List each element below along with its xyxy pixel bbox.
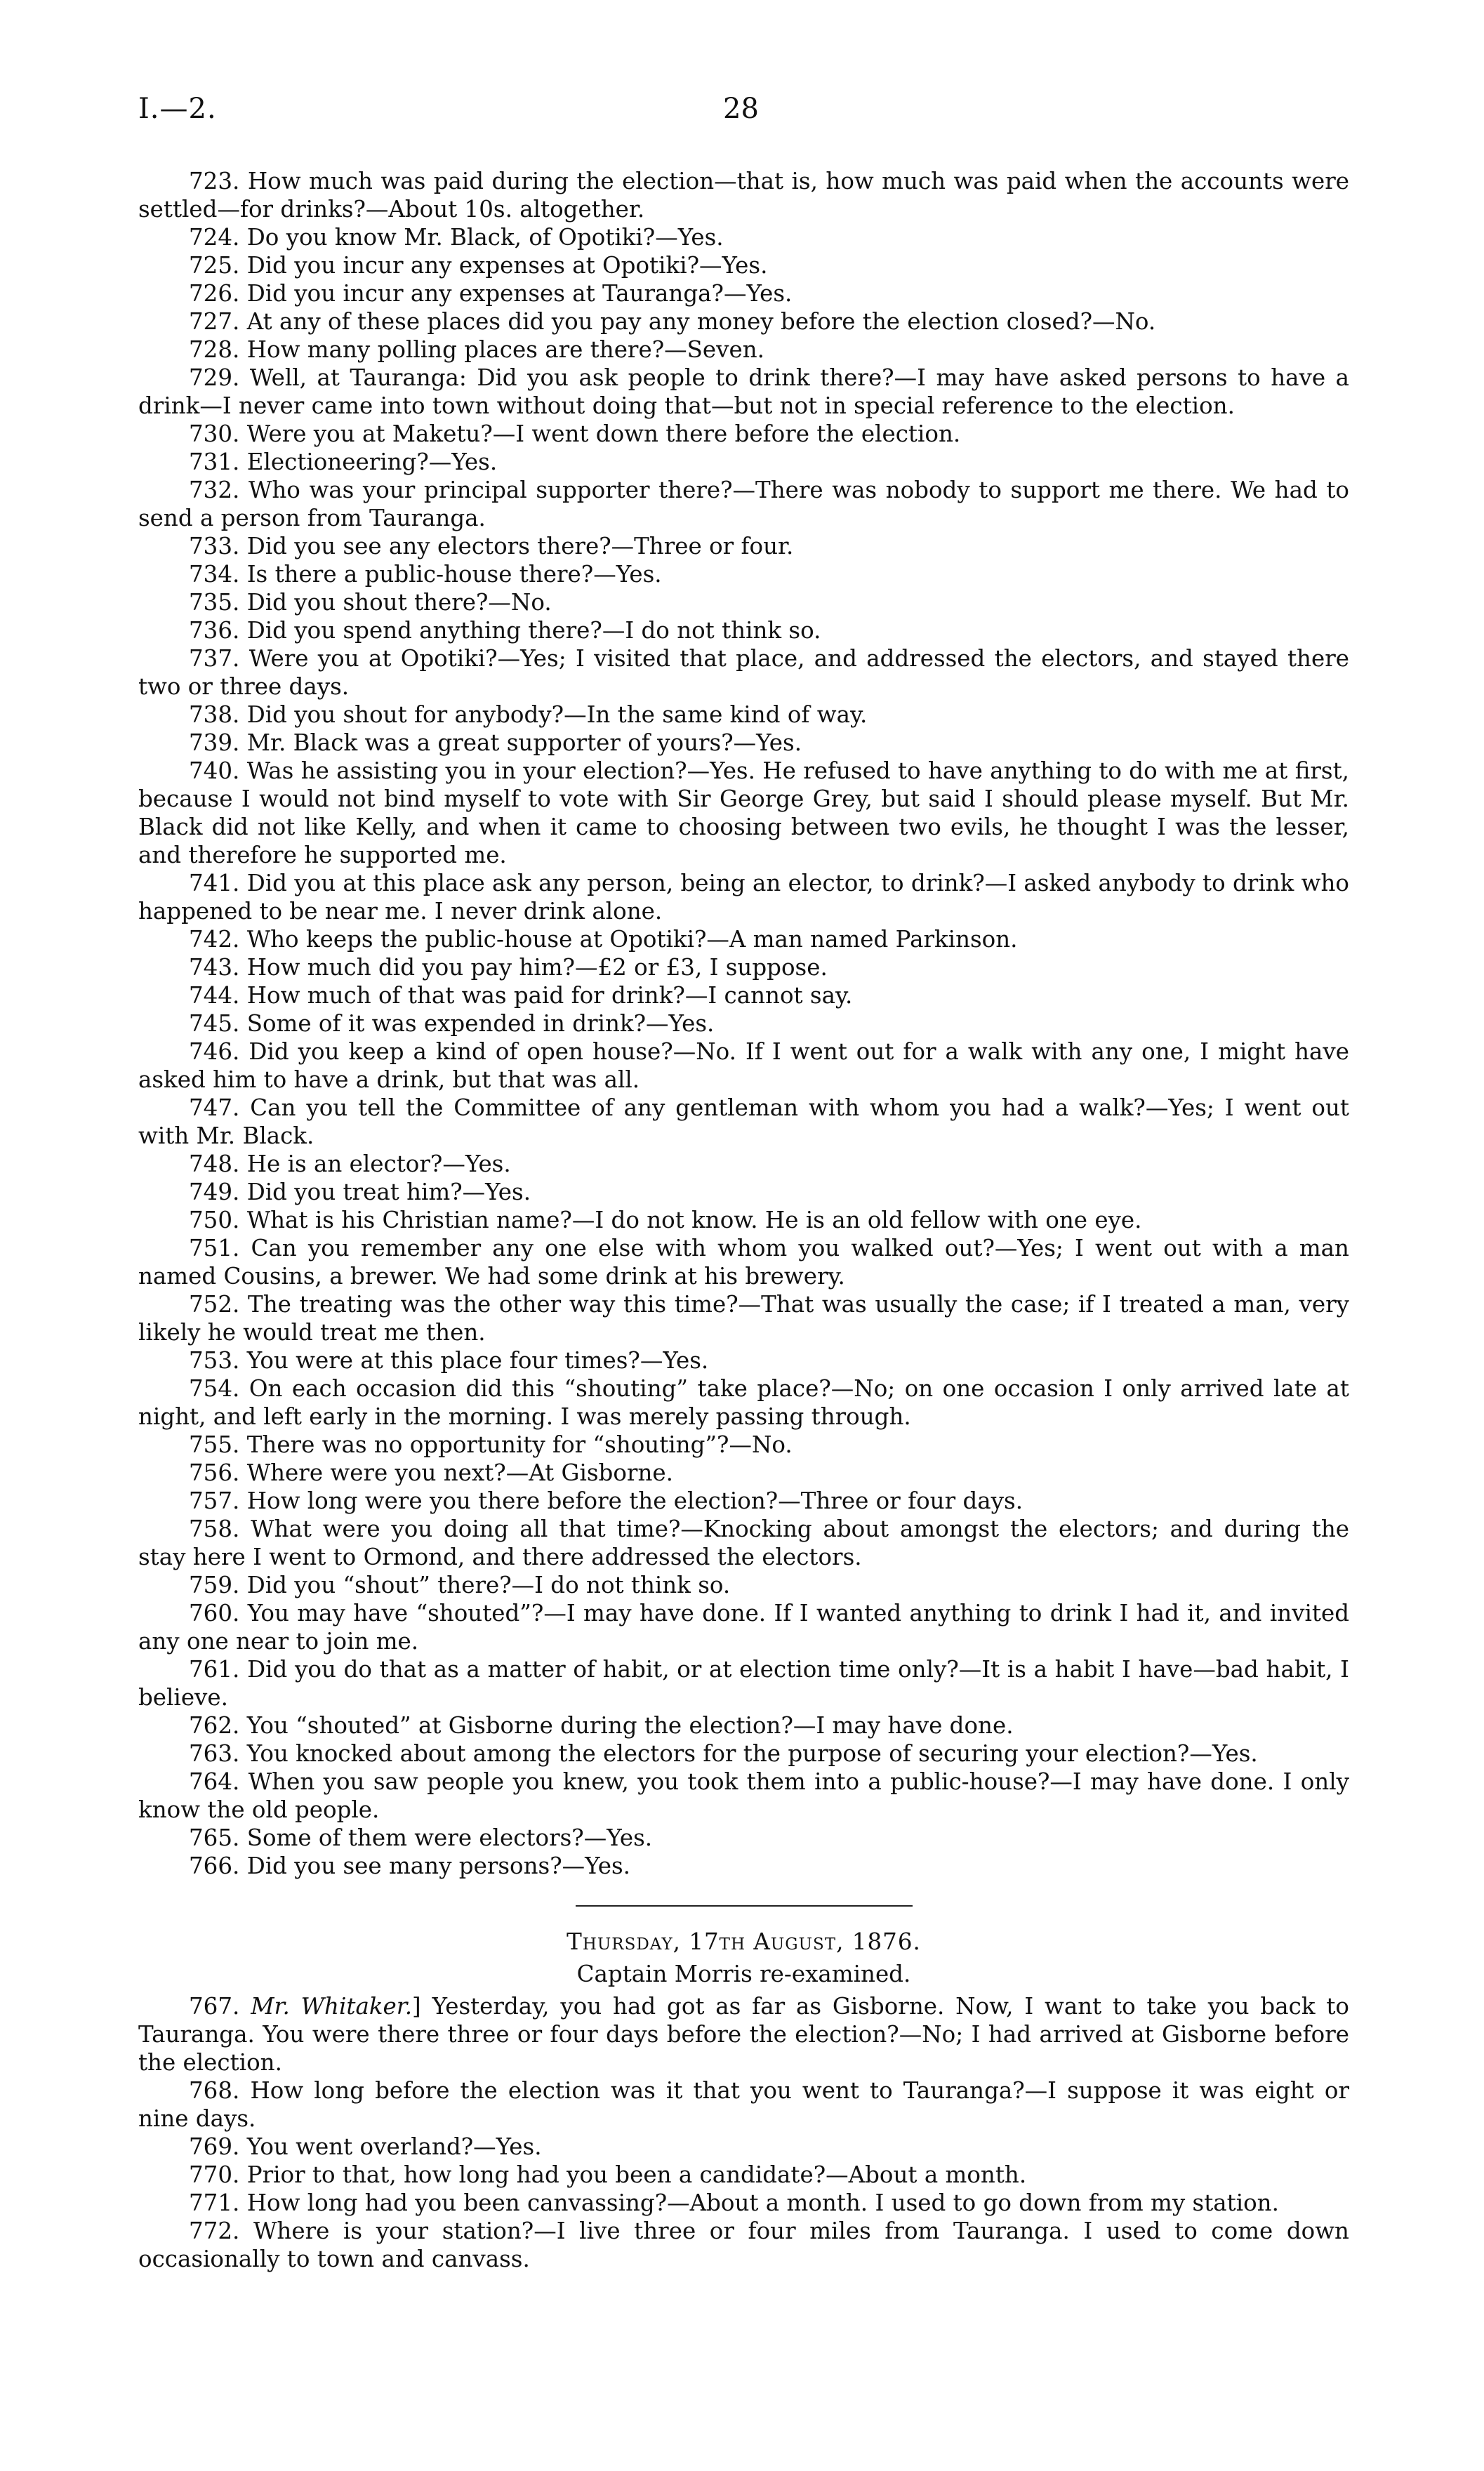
question-number: 763. <box>189 1740 240 1767</box>
question-paragraph <box>138 1094 1349 1150</box>
question-text: Some of them were electors?—Yes. <box>246 1824 653 1851</box>
question-text: Did you do that as a matter of habit, or at election time only?—It is a habit I have—bad habit, I believe. <box>138 1656 1349 1711</box>
question-number: 723. <box>189 168 240 194</box>
question-number: 740. <box>189 757 240 784</box>
question-number: 735. <box>189 589 240 616</box>
question-paragraph <box>138 251 1349 279</box>
question-text: Did you incur any expenses at Opotiki?—Yes. <box>246 252 768 279</box>
question-text: Where is your station?—I live three or four miles from Tauranga. I used to come down occasionally to town and canvass. <box>138 2218 1349 2272</box>
question-paragraph <box>138 981 1349 1009</box>
question-paragraph <box>138 1852 1349 1880</box>
question-text: There was no opportunity for “shouting”?—No. <box>246 1431 793 1458</box>
question-paragraph <box>138 925 1349 953</box>
question-text: How long had you been canvassing?—About a month. I used to go down from my station. <box>246 2190 1279 2216</box>
question-text: Was he assisting you in your election?—Yes. He refused to have anything to do with me at first, because I would not bind myself to vote with Sir George Grey, but said I should please myself. But Mr. Black did not like Kelly, and when it came to choosing between two evils, he thought I was the lesser, and therefore he supported me. <box>138 757 1349 868</box>
question-text: Did you shout for anybody?—In the same kind of way. <box>246 701 868 728</box>
question-number: 724. <box>189 224 240 251</box>
question-text: Prior to that, how long had you been a candidate?—About a month. <box>246 2161 1027 2188</box>
question-text: You knocked about among the electors for the purpose of securing your election?—Yes. <box>246 1740 1258 1767</box>
question-paragraph <box>138 2189 1349 2217</box>
question-paragraph <box>138 476 1349 532</box>
question-text: You may have “shouted”?—I may have done. If I wanted anything to drink I had it, and invited any one near to join me. <box>138 1600 1349 1655</box>
question-paragraph <box>138 757 1349 869</box>
question-text: How long before the election was it that you went to Tauranga?—I suppose it was eight or nine days. <box>138 2077 1349 2132</box>
question-paragraph <box>138 953 1349 981</box>
question-text: How much of that was paid for drink?—I cannot say. <box>246 982 853 1009</box>
question-paragraph <box>138 1571 1349 1599</box>
question-paragraph <box>138 729 1349 757</box>
question-number: 743. <box>189 954 240 981</box>
question-number: 771. <box>189 2190 240 2216</box>
question-text: What is his Christian name?—I do not know. He is an old fellow with one eye. <box>246 1207 1142 1233</box>
question-paragraph <box>138 279 1349 307</box>
question-paragraph <box>138 1290 1349 1346</box>
question-paragraph <box>138 1374 1349 1431</box>
question-paragraph <box>138 223 1349 251</box>
question-text: Did you at this place ask any person, being an elector, to drink?—I asked anybody to drink who happened to be near me. I never drink alone. <box>138 870 1349 925</box>
question-number: 749. <box>189 1179 240 1205</box>
question-number: 756. <box>189 1459 240 1486</box>
question-number: 742. <box>189 926 240 953</box>
section-date: Thursday, 17th August, 1876. <box>567 1928 921 1955</box>
question-paragraph <box>138 2076 1349 2133</box>
question-paragraph <box>138 1599 1349 1655</box>
question-number: 764. <box>189 1768 240 1795</box>
question-text: On each occasion did this “shouting” take place?—No; on one occasion I only arrived late at night, and left early in the morning. I was merely passing through. <box>138 1375 1349 1430</box>
question-number: 772. <box>189 2218 240 2244</box>
question-text: How many polling places are there?—Seven. <box>246 336 764 363</box>
question-text: Do you know Mr. Black, of Opotiki?—Yes. <box>246 224 724 251</box>
question-text: You were at this place four times?—Yes. <box>246 1347 709 1374</box>
question-paragraph <box>138 1655 1349 1711</box>
question-paragraph <box>138 1038 1349 1094</box>
question-number: 766. <box>189 1853 240 1879</box>
question-text: At any of these places did you pay any money before the election closed?—No. <box>246 308 1156 335</box>
question-paragraph <box>138 2217 1349 2273</box>
question-paragraph <box>138 616 1349 644</box>
question-number: 751. <box>189 1235 240 1261</box>
question-number: 761. <box>189 1656 240 1683</box>
question-text: Were you at Opotiki?—Yes; I visited that place, and addressed the electors, and stayed there two or three days. <box>138 645 1349 700</box>
question-number: 744. <box>189 982 240 1009</box>
section-subtitle: Captain Morris re-examined. <box>576 1961 911 1987</box>
question-text: Did you see any electors there?—Three or four. <box>246 533 794 559</box>
question-number: 747. <box>189 1094 240 1121</box>
question-speaker: Mr. Whitaker. <box>251 1993 413 2020</box>
question-paragraph <box>138 1459 1349 1487</box>
question-number: 736. <box>189 617 240 644</box>
question-number: 739. <box>189 729 240 756</box>
document-reference: I.—2. <box>138 93 217 125</box>
question-number: 729. <box>189 364 240 391</box>
question-list-a <box>138 167 1349 1880</box>
document-body <box>138 167 1349 2273</box>
question-text: Did you spend anything there?—I do not think so. <box>246 617 821 644</box>
question-paragraph <box>138 2161 1349 2189</box>
question-number: 727. <box>189 308 240 335</box>
question-number: 732. <box>189 477 240 503</box>
question-number: 725. <box>189 252 240 279</box>
question-paragraph <box>138 532 1349 560</box>
question-paragraph <box>138 364 1349 420</box>
section-divider <box>576 1905 913 1907</box>
question-paragraph <box>138 1346 1349 1374</box>
question-paragraph <box>138 701 1349 729</box>
question-number: 754. <box>189 1375 240 1402</box>
question-number: 746. <box>189 1038 240 1065</box>
question-text: Were you at Maketu?—I went down there before the election. <box>246 420 961 447</box>
question-text: Well, at Tauranga: Did you ask people to drink there?—I may have asked persons to have a drink—I never came into town without doing that—but not in special reference to the election. <box>138 364 1349 419</box>
question-text: Did you shout there?—No. <box>246 589 552 616</box>
question-number: 750. <box>189 1207 240 1233</box>
question-number: 726. <box>189 280 240 307</box>
question-text: Can you remember any one else with whom you walked out?—Yes; I went out with a man named Cousins, a brewer. We had some drink at his brewery. <box>138 1235 1349 1290</box>
question-text: Electioneering?—Yes. <box>246 449 498 475</box>
question-paragraph <box>138 167 1349 223</box>
question-paragraph <box>138 1515 1349 1571</box>
question-number: 731. <box>189 449 240 475</box>
question-paragraph <box>138 1431 1349 1459</box>
question-text: Mr. Black was a great supporter of yours?—Yes. <box>246 729 802 756</box>
question-text: How long were you there before the election?—Three or four days. <box>246 1488 1023 1514</box>
question-text: Can you tell the Committee of any gentleman with whom you had a walk?—Yes; I went out with Mr. Black. <box>138 1094 1349 1149</box>
question-paragraph <box>138 869 1349 925</box>
question-text: Where were you next?—At Gisborne. <box>246 1459 673 1486</box>
question-number: 769. <box>189 2133 240 2160</box>
question-text: Did you treat him?—Yes. <box>246 1179 531 1205</box>
question-paragraph <box>138 420 1349 448</box>
question-number: 748. <box>189 1151 240 1177</box>
question-list-b <box>138 2076 1349 2273</box>
question-paragraph <box>138 560 1349 588</box>
question-paragraph <box>138 1009 1349 1038</box>
question-number: 770. <box>189 2161 240 2188</box>
question-text: Did you keep a kind of open house?—No. If I went out for a walk with any one, I might have asked him to have a drink, but that was all. <box>138 1038 1349 1093</box>
question-number: 728. <box>189 336 240 363</box>
question-paragraph <box>138 1711 1349 1740</box>
question-number: 737. <box>189 645 240 672</box>
question-paragraph <box>138 1178 1349 1206</box>
question-paragraph <box>138 1824 1349 1852</box>
question-text: He is an elector?—Yes. <box>246 1151 511 1177</box>
question-number: 759. <box>189 1572 240 1598</box>
question-text: How much did you pay him?—£2 or £3, I suppose. <box>246 954 828 981</box>
question-paragraph <box>138 1992 1349 2076</box>
question-text: You went overland?—Yes. <box>246 2133 542 2160</box>
question-number: 758. <box>189 1516 240 1542</box>
question-number: 757. <box>189 1488 240 1514</box>
question-paragraph <box>138 1234 1349 1290</box>
question-number: 745. <box>189 1010 240 1037</box>
question-paragraph <box>138 448 1349 476</box>
question-text: Is there a public-house there?—Yes. <box>246 561 662 588</box>
question-paragraph <box>138 307 1349 336</box>
question-text: Did you see many persons?—Yes. <box>246 1853 631 1879</box>
question-text: How much was paid during the election—that is, how much was paid when the accounts were settled—for drinks?—About 10s. altogether. <box>138 168 1349 223</box>
question-text: When you saw people you knew, you took them into a public-house?—I may have done. I only know the old people. <box>138 1768 1349 1823</box>
question-paragraph <box>138 336 1349 364</box>
question-paragraph <box>138 644 1349 701</box>
question-paragraph <box>138 1768 1349 1824</box>
question-text: Did you “shout” there?—I do not think so. <box>246 1572 731 1598</box>
question-number: 730. <box>189 420 240 447</box>
question-number: 753. <box>189 1347 240 1374</box>
question-paragraph <box>138 1206 1349 1234</box>
question-number: 741. <box>189 870 240 896</box>
question-text: Did you incur any expenses at Tauranga?—Yes. <box>246 280 793 307</box>
question-number: 755. <box>189 1431 240 1458</box>
question-paragraph <box>138 1150 1349 1178</box>
question-paragraph <box>138 1740 1349 1768</box>
question-number: 752. <box>189 1291 240 1318</box>
question-number: 760. <box>189 1600 240 1627</box>
question-number: 762. <box>189 1712 240 1739</box>
question-number: 733. <box>189 533 240 559</box>
question-paragraph <box>138 1487 1349 1515</box>
question-text: What were you doing all that time?—Knocking about amongst the electors; and during the stay here I went to Ormond, and there addressed the electors. <box>138 1516 1349 1570</box>
question-number: 767. <box>189 1993 240 2020</box>
page-number: 28 <box>723 93 759 125</box>
question-text: You “shouted” at Gisborne during the election?—I may have done. <box>246 1712 1014 1739</box>
question-paragraph <box>138 588 1349 616</box>
question-text: Who keeps the public-house at Opotiki?—A man named Parkinson. <box>246 926 1018 953</box>
question-paragraph <box>138 2133 1349 2161</box>
question-number: 768. <box>189 2077 240 2104</box>
question-text: Some of it was expended in drink?—Yes. <box>246 1010 715 1037</box>
question-number: 734. <box>189 561 240 588</box>
question-number: 738. <box>189 701 240 728</box>
question-number: 765. <box>189 1824 240 1851</box>
question-text: Who was your principal supporter there?—There was nobody to support me there. We had to send a person from Tauranga. <box>138 477 1349 531</box>
question-text: The treating was the other way this time?—That was usually the case; if I treated a man, very likely he would treat me then. <box>138 1291 1349 1346</box>
question-text: ] Yesterday, you had got as far as Gisborne. Now, I want to take you back to Tauranga. You were there three or four days before the election?—No; I had arrived at Gisborne before the election. <box>138 1993 1349 2076</box>
